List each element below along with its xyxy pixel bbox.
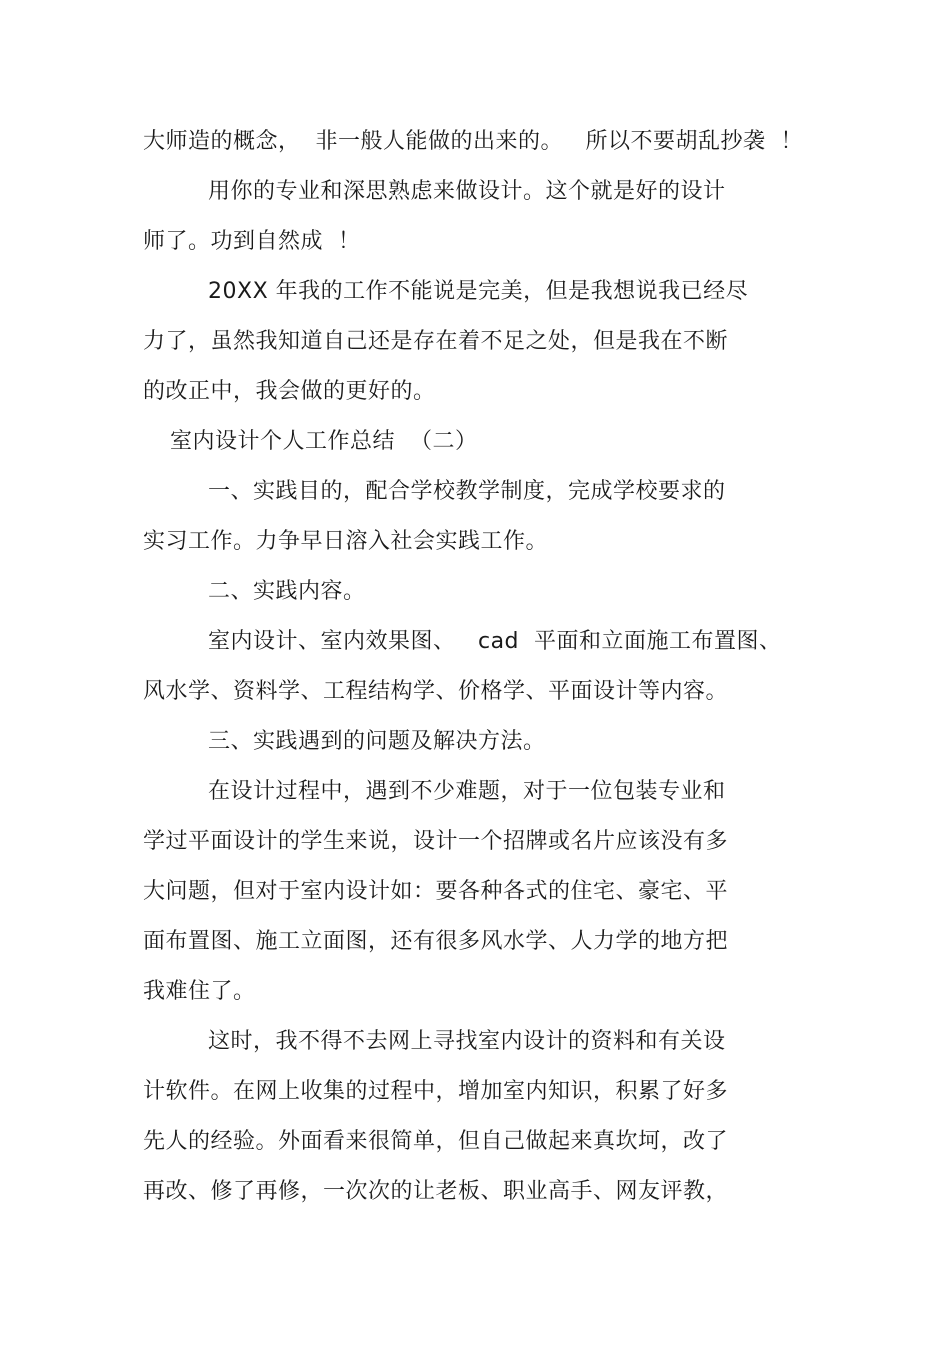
text-line: 师了。功到自然成 ！ [143, 229, 361, 254]
text-line: 的改正中，我会做的更好的。 [143, 379, 436, 404]
text-line: 用你的专业和深思熟虑来做设计。这个就是好的设计 [208, 179, 726, 204]
text-line: 先人的经验。外面看来很简单，但自己做起来真坎坷，改了 [143, 1129, 729, 1154]
text-line: 风水学、资料学、工程结构学、价格学、平面设计等内容。 [143, 679, 729, 704]
text-line: 大师造的概念， 非一般人能做的出来的。 所以不要胡乱抄袭 ！ [143, 129, 803, 154]
text-line: 实习工作。力争早日溶入社会实践工作。 [143, 529, 549, 554]
text-line: 20XX 年我的工作不能说是完美，但是我想说我已经尽 [208, 279, 749, 304]
text-line: 学过平面设计的学生来说，设计一个招牌或名片应该没有多 [143, 829, 729, 854]
section-heading: 室内设计个人工作总结 （二） [170, 429, 478, 454]
text-line: 二、实践内容。 [208, 579, 366, 604]
text-line: 面布置图、施工立面图，还有很多风水学、人力学的地方把 [143, 929, 729, 954]
text-line: 我难住了。 [143, 979, 256, 1004]
text-line: 室内设计、室内效果图、 cad 平面和立面施工布置图、 [208, 629, 782, 654]
text-line: 这时，我不得不去网上寻找室内设计的资料和有关设 [208, 1029, 726, 1054]
text-line: 大问题，但对于室内设计如：要各种各式的住宅、豪宅、平 [143, 879, 729, 904]
text-line: 计软件。在网上收集的过程中，增加室内知识，积累了好多 [143, 1079, 729, 1104]
text-line: 三、实践遇到的问题及解决方法。 [208, 729, 546, 754]
text-line: 一、实践目的，配合学校教学制度，完成学校要求的 [208, 479, 726, 504]
text-line: 力了，虽然我知道自己还是存在着不足之处，但是我在不断 [143, 329, 729, 354]
text-line: 再改、修了再修，一次次的让老板、职业高手、网友评教， [143, 1179, 729, 1204]
text-line: 在设计过程中，遇到不少难题，对于一位包装专业和 [208, 779, 726, 804]
